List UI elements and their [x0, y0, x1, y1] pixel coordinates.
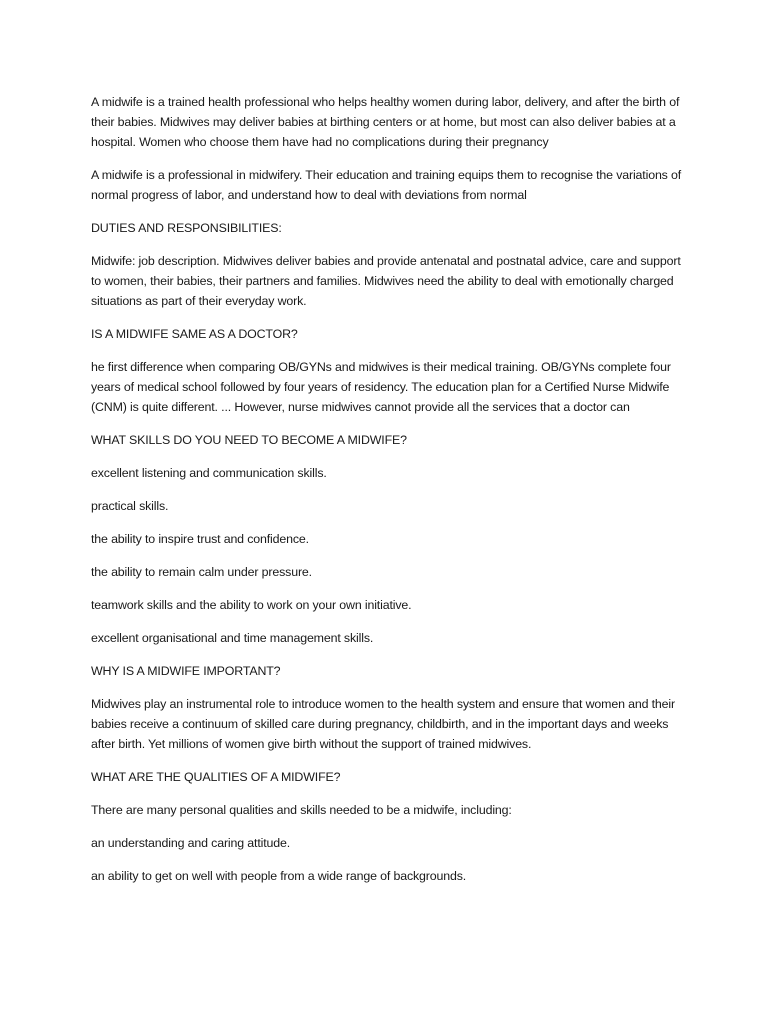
qualities-heading: WHAT ARE THE QUALITIES OF A MIDWIFE?: [91, 770, 341, 784]
quality-line: an understanding and caring attitude.: [91, 836, 291, 850]
doctor-heading: IS A MIDWIFE SAME AS A DOCTOR?: [91, 327, 298, 341]
skill-line: excellent listening and communication skills.: [91, 466, 327, 480]
duties-heading: DUTIES AND RESPONSIBILITIES:: [91, 221, 282, 235]
skill-line: excellent organisational and time management skills.: [91, 631, 374, 645]
doctor-paragraph: he first difference when comparing OB/GYNs and midwives is their medical training. OB/GYNs complete four years of medical school followed by four years of residency. The education plan for a Certified Nurse Midwife (CNM) is quite different. ... However, nurse midwives cannot provide all the services that a doctor can: [91, 360, 671, 414]
importance-paragraph: Midwives play an instrumental role to introduce women to the health system and ensure that women and their babies receive a continuum of skilled care during pregnancy, childbirth, and in the important days and weeks after birth. Yet millions of women give birth without the support of trained midwives.: [91, 697, 675, 751]
skills-heading: WHAT SKILLS DO YOU NEED TO BECOME A MIDWIFE?: [91, 433, 407, 447]
quality-line: an ability to get on well with people from a wide range of backgrounds.: [91, 869, 467, 883]
intro-paragraph: A midwife is a trained health professional who helps healthy women during labor, delivery, and after the birth of their babies. Midwives may deliver babies at birthing centers or at home, but most can also deliver babies at a hospital. Women who choose them have had no complications during their pregnancy: [91, 95, 680, 149]
skill-line: the ability to remain calm under pressure.: [91, 565, 312, 579]
qualities-intro: There are many personal qualities and skills needed to be a midwife, including:: [91, 803, 512, 817]
skill-line: practical skills.: [91, 499, 169, 513]
skill-line: the ability to inspire trust and confidence.: [91, 532, 309, 546]
skill-line: teamwork skills and the ability to work on your own initiative.: [91, 598, 412, 612]
importance-heading: WHY IS A MIDWIFE IMPORTANT?: [91, 664, 281, 678]
document-page: [91, 92, 689, 899]
duties-paragraph: Midwife: job description. Midwives deliver babies and provide antenatal and postnatal advice, care and support to women, their babies, their partners and families. Midwives need the ability to deal with emotionally charged situations as part of their everyday work.: [91, 254, 681, 308]
education-paragraph: A midwife is a professional in midwifery. Their education and training equips them to recognise the variations of normal progress of labor, and understand how to deal with deviations from normal: [91, 168, 682, 202]
